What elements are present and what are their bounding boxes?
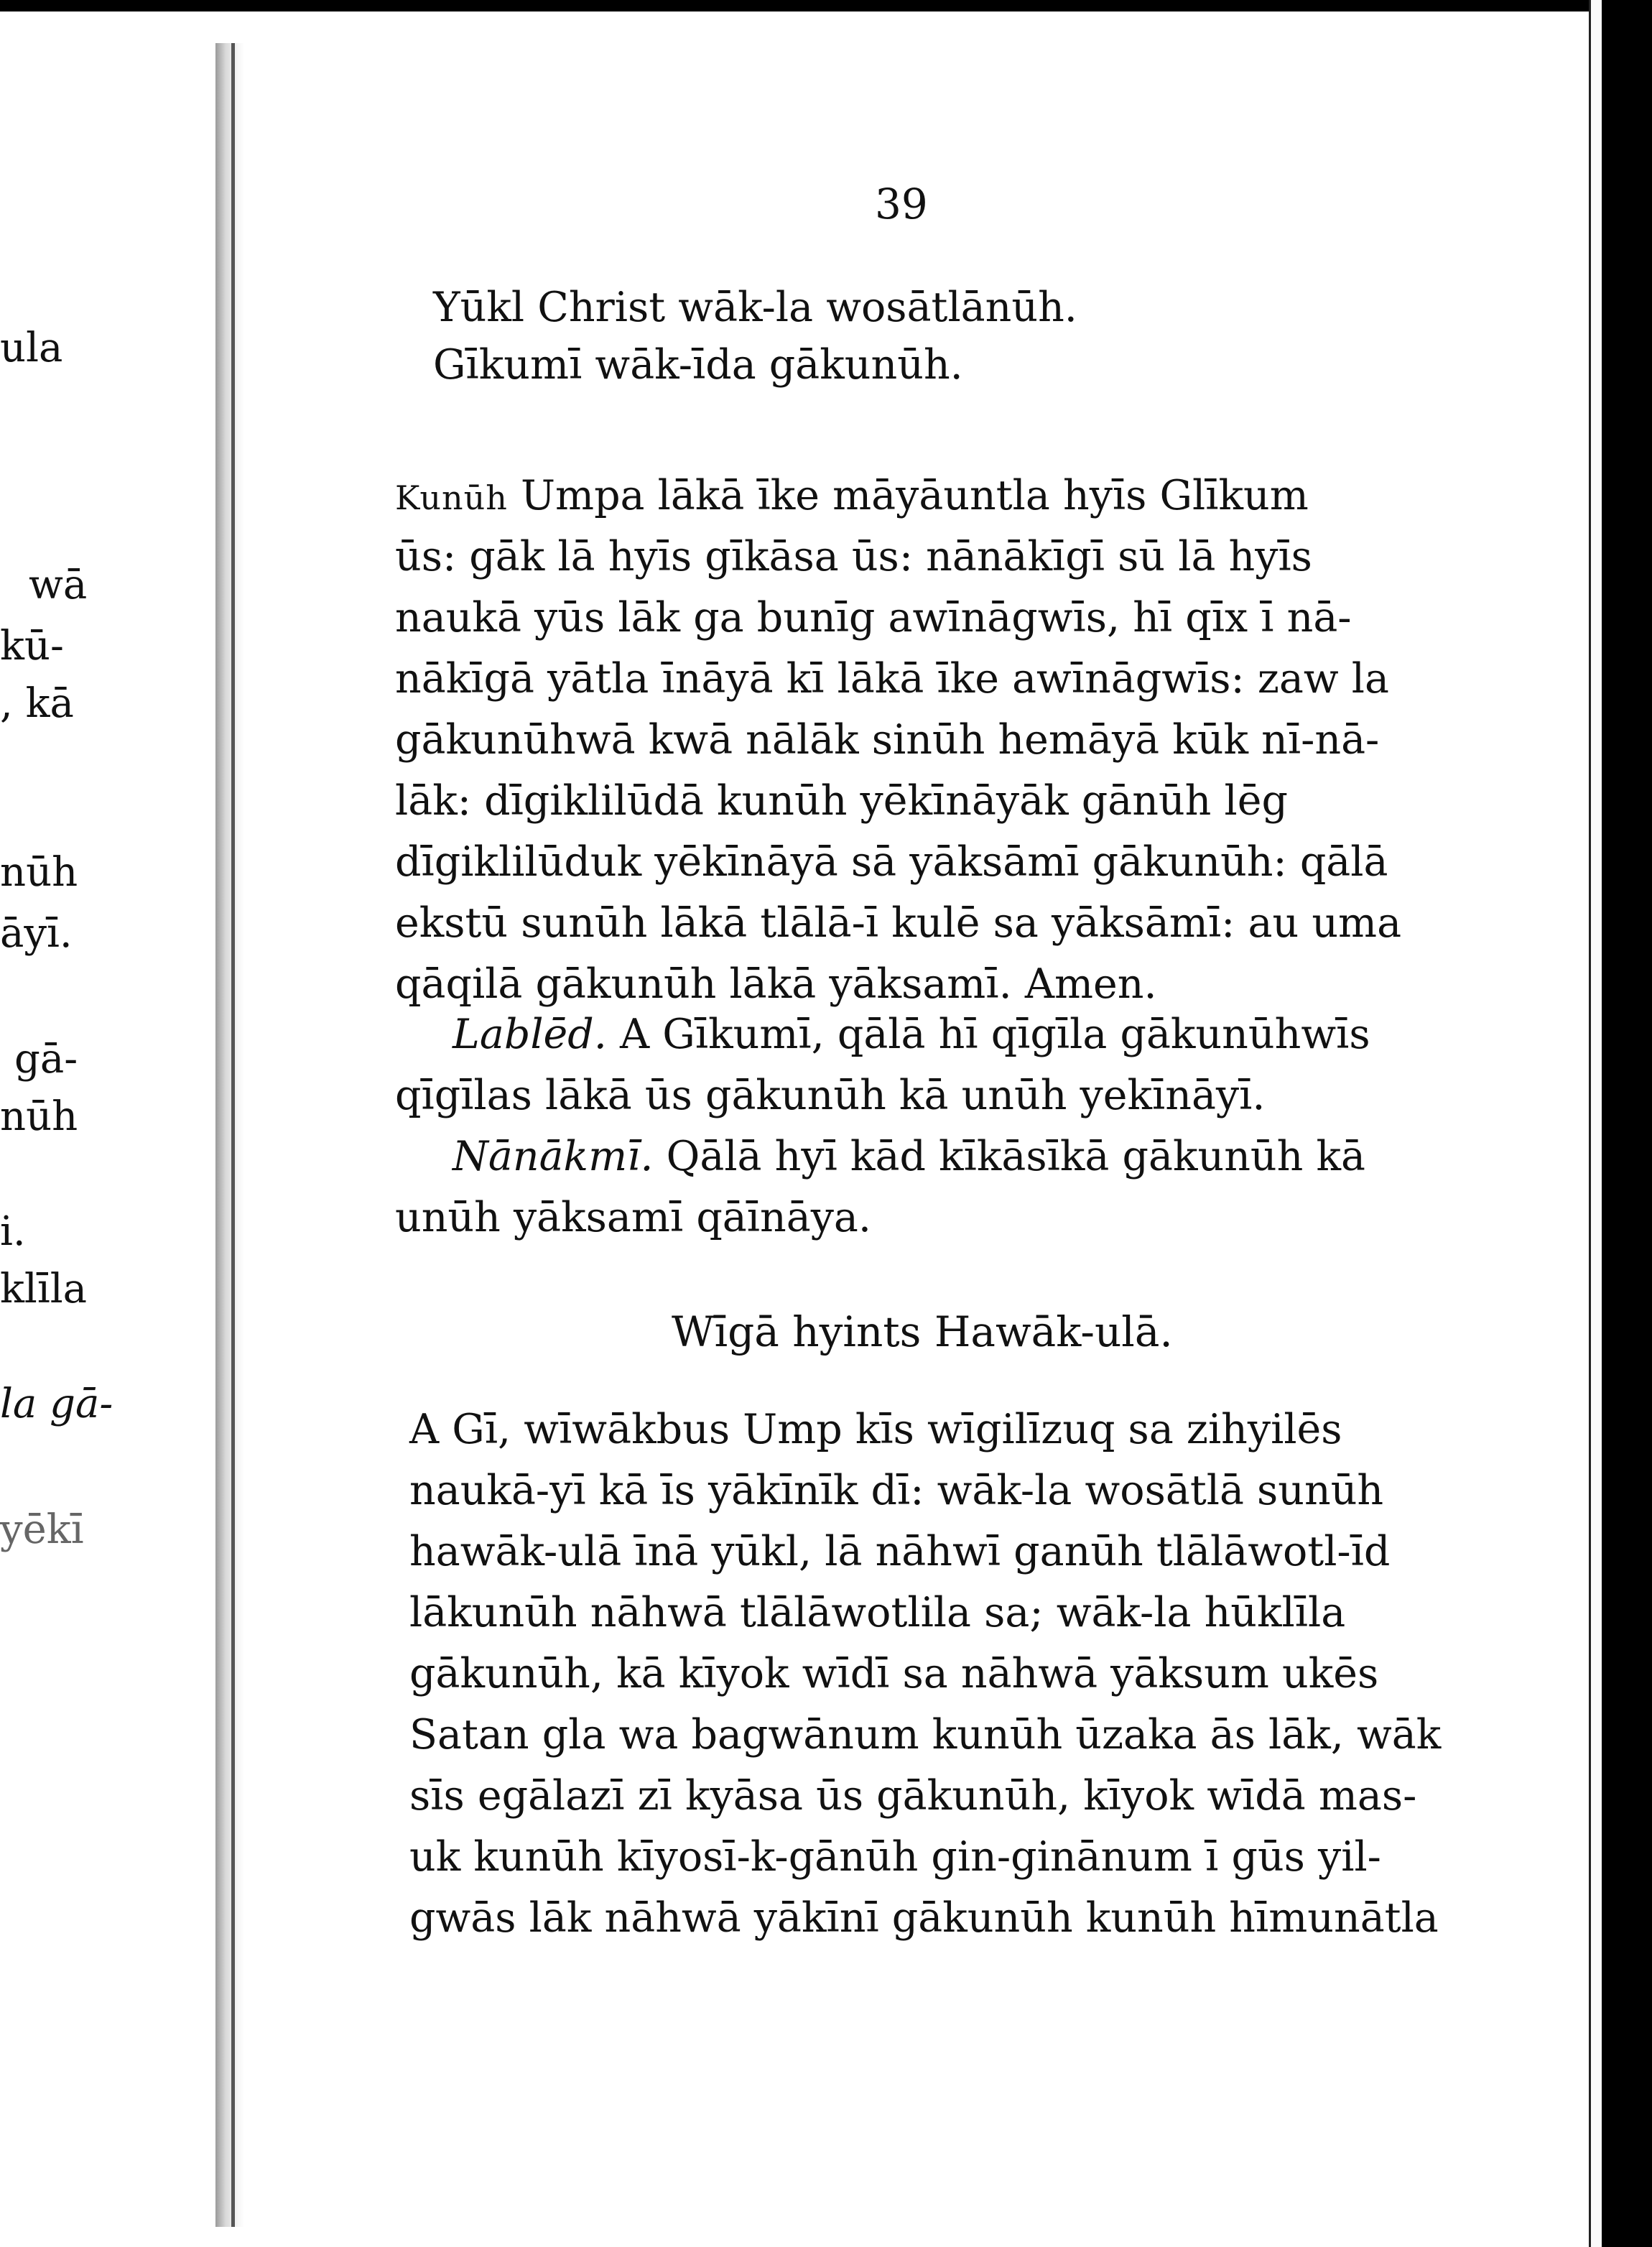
left-fragment: āyī. bbox=[0, 910, 73, 957]
labled-line bbox=[453, 1013, 1370, 1056]
paragraph-line: hawāk-ulā īnā yūkl, lā nāhwī ganūh tlālāwotl-īd bbox=[409, 1528, 1391, 1575]
left-fragment: klīla bbox=[0, 1266, 88, 1312]
left-fragment: , kā bbox=[0, 680, 74, 727]
gutter-fold-line bbox=[231, 43, 235, 2227]
left-fragment: ula bbox=[0, 325, 63, 371]
left-fragment: nūh bbox=[0, 849, 78, 896]
prayer-line: naukā yūs lāk ga bunīg awīnāgwīs, hī qīx ī nā- bbox=[395, 594, 1352, 641]
left-fragment: wā bbox=[29, 562, 88, 608]
paragraph-line: lākunūh nāhwā tlālāwotlila sa; wāk-la hūklīla bbox=[409, 1589, 1346, 1636]
prayer-lead-word: Kunūh bbox=[395, 478, 508, 517]
prayer-line bbox=[395, 474, 1309, 519]
header-line: Yūkl Christ wāk-la wosātlānūh. bbox=[433, 284, 1077, 331]
left-fragment: yēkī bbox=[0, 1506, 84, 1553]
paragraph-line: A Gī, wīwākbus Ump kīs wīgilīzuq sa zihyilēs bbox=[409, 1406, 1342, 1453]
scan-right-edge bbox=[1602, 0, 1652, 2247]
prayer-line: dīgiklilūduk yēkīnāyā sā yāksāmī gākunūh: qālā bbox=[395, 838, 1388, 886]
header-line: Gīkumī wāk-īda gākunūh. bbox=[433, 341, 963, 389]
right-page bbox=[244, 0, 1587, 2247]
prayer-line: ekstū sunūh lākā tlālā-ī kulē sa yāksāmī: au uma bbox=[395, 899, 1402, 947]
left-fragment: i. bbox=[0, 1208, 26, 1255]
nanakmi-line-text: Qālā hyī kād kīkāsīkā gākunūh kā bbox=[653, 1133, 1365, 1180]
labled-line: qīgīlas lākā ūs gākunūh kā unūh yekīnāyī. bbox=[395, 1072, 1266, 1119]
prayer-line-text: Umpa lākā īke māyāuntla hyīs Glīkum bbox=[507, 472, 1309, 519]
prayer-line: qāqilā gākunūh lākā yāksamī. Amen. bbox=[395, 960, 1157, 1008]
prayer-line: ūs: gāk lā hyīs gīkāsa ūs: nānākīgī sū lā hyīs bbox=[395, 533, 1312, 580]
left-fragment: la gā- bbox=[0, 1381, 113, 1427]
labled-label: Lablēd. bbox=[453, 1011, 607, 1058]
prayer-line: lāk: dīgiklilūdā kunūh yēkīnāyāk gānūh lēg bbox=[395, 777, 1288, 825]
page-number: 39 bbox=[875, 180, 928, 228]
paragraph-line: gwās lāk nāhwā yākīnī gākunūh kunūh hīmunātla bbox=[409, 1894, 1439, 1942]
paragraph-line: gākunūh, kā kīyok wīdī sa nāhwā yāksum ukēs bbox=[409, 1650, 1379, 1697]
left-page-fragments bbox=[0, 0, 215, 2247]
prayer-line: gākunūhwā kwā nālāk sinūh hemāyā kūk nī-nā- bbox=[395, 716, 1380, 764]
prayer-line: nākīgā yātla īnāyā kī lākā īke awīnāgwīs: zaw la bbox=[395, 655, 1389, 703]
labled-line-text: A Gīkumī, qālā hī qīgīla gākunūhwīs bbox=[606, 1011, 1370, 1058]
paragraph-line: uk kunūh kīyosī-k-gānūh gin-ginānum ī gūs yil- bbox=[409, 1833, 1381, 1881]
section-title: Wīgā hyints Hawāk-ulā. bbox=[672, 1307, 1173, 1356]
nanakmi-label: Nānākmī. bbox=[453, 1133, 654, 1180]
left-fragment: kū- bbox=[0, 623, 64, 670]
nanakmi-line: unūh yāksamī qāīnāya. bbox=[395, 1194, 872, 1241]
left-fragment: nūh bbox=[0, 1093, 78, 1140]
left-fragment: gā- bbox=[14, 1036, 78, 1083]
paragraph-line: naukā-yī kā īs yākīnīk dī: wāk-la wosātlā sunūh bbox=[409, 1467, 1384, 1514]
paragraph-line: Satan gla wa bagwānum kunūh ūzaka ās lāk, wāk bbox=[409, 1711, 1442, 1759]
book-gutter bbox=[215, 43, 244, 2227]
paragraph-line: sīs egālazī zī kyāsa ūs gākunūh, kīyok wīdā mas- bbox=[409, 1772, 1417, 1820]
nanakmi-line bbox=[453, 1135, 1365, 1178]
